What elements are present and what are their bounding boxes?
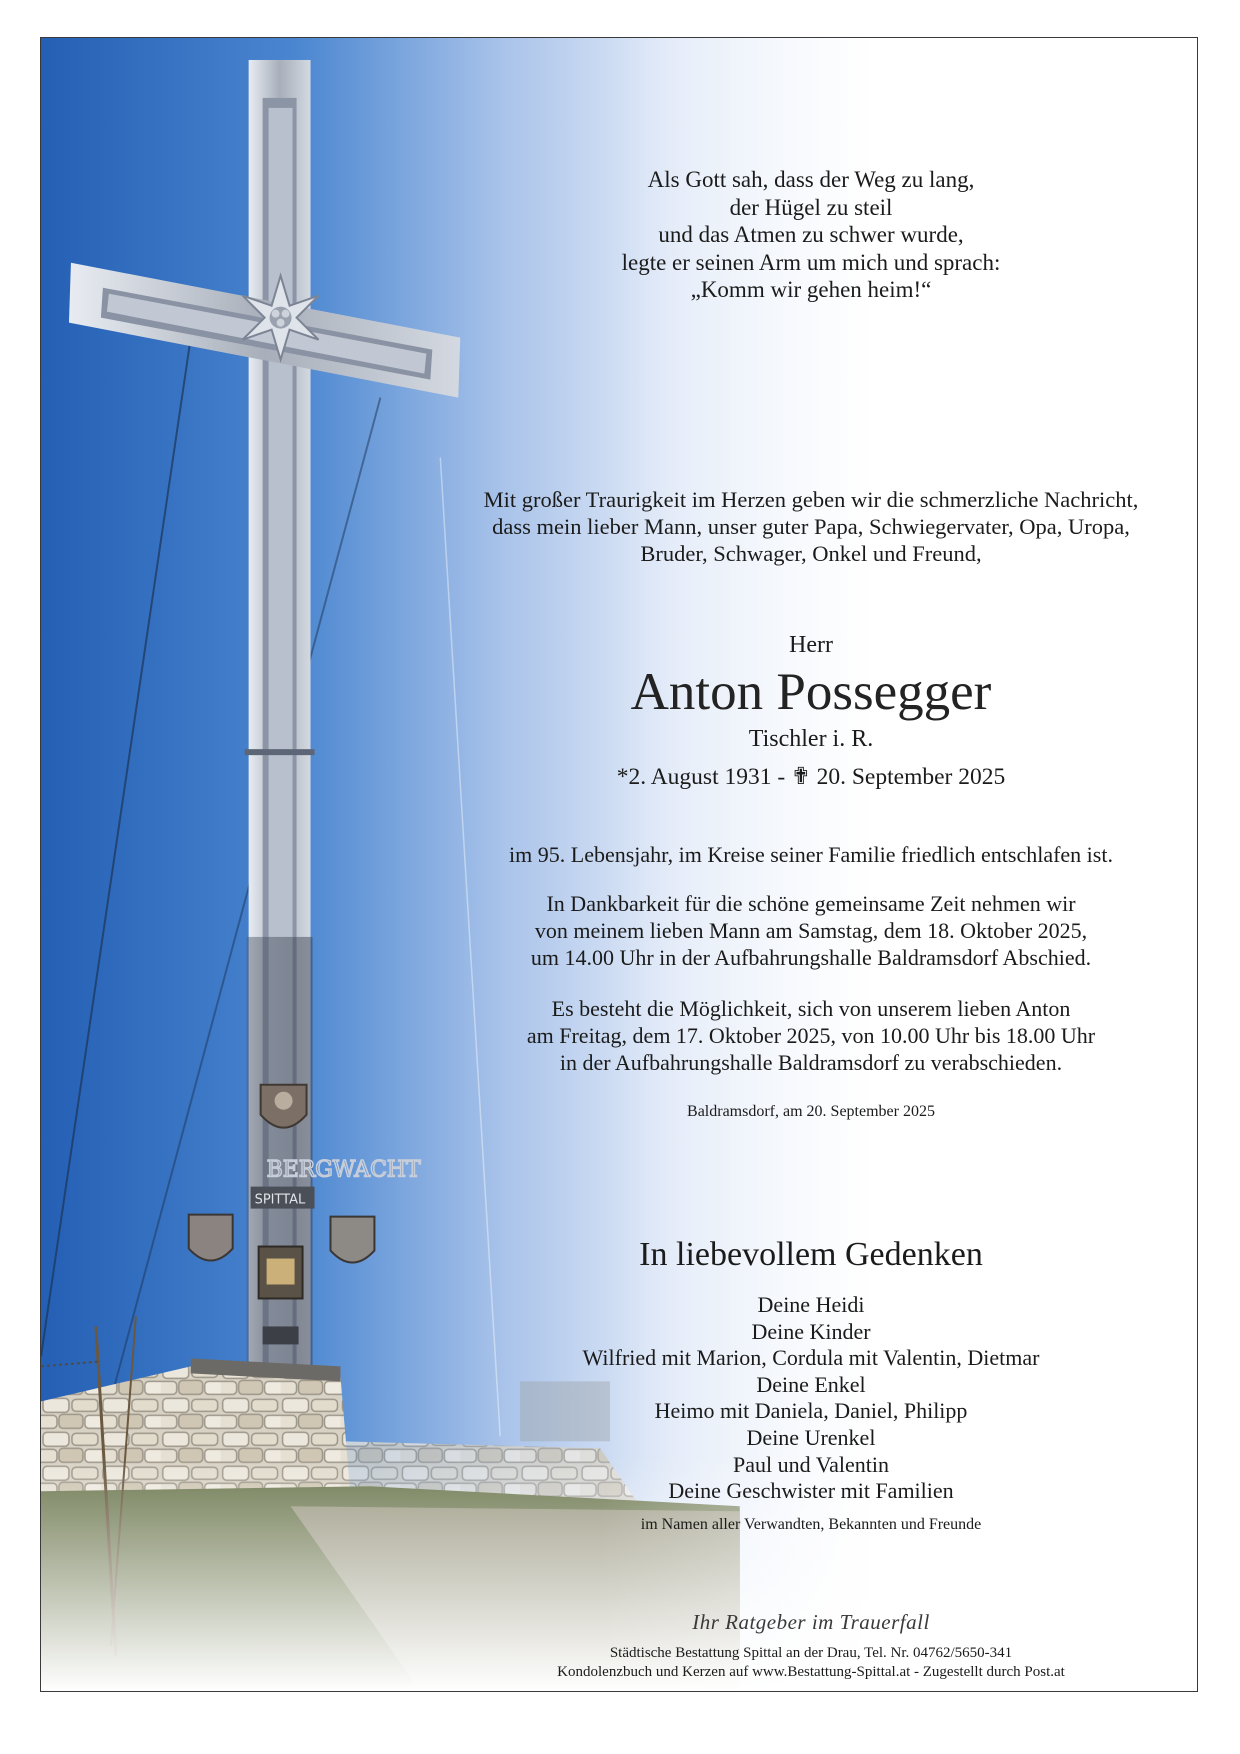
footer-website: Kondolenzbuch und Kerzen auf www.Bestattung-Spittal.at - Zugestellt durch Post.at [557, 1664, 1065, 1680]
poem-line: und das Atmen zu schwer wurde, [658, 222, 964, 247]
poem-line: „Komm wir gehen heim!“ [690, 277, 932, 302]
poem-line: legte er seinen Arm um mich und sprach: [621, 249, 1001, 275]
family-line: Deine Enkel [756, 1371, 866, 1397]
family-line: Heimo mit Daniela, Daniel, Philipp [654, 1398, 968, 1424]
family-line: Wilfried mit Marion, Cordula mit Valentin, Dietmar [582, 1345, 1040, 1371]
sign-spittal: SPITTAL [254, 1192, 306, 1208]
deceased-profession: Tischler i. R. [748, 726, 874, 752]
viewing-line: in der Aufbahrungshalle Baldramsdorf zu verabschieden. [559, 1050, 1063, 1075]
farewell-info [431, 890, 1191, 971]
relatives-note: im Namen aller Verwandten, Bekannten und Freunde [640, 1516, 982, 1533]
intro-line: Bruder, Schwager, Onkel und Freund, [640, 541, 982, 566]
intro-line: Mit großer Traurigkeit im Herzen geben wir die schmerzliche Nachricht, [483, 487, 1139, 512]
footer-contact: Städtische Bestattung Spittal an der Drau, Tel. Nr. 04762/5650-341 [609, 1645, 1013, 1661]
family-list [431, 1292, 1191, 1505]
poem-line: Als Gott sah, dass der Weg zu lang, [647, 167, 975, 192]
passed-away-text: im 95. Lebensjahr, im Kreise seiner Familie friedlich entschlafen ist. [509, 842, 1113, 867]
poem-line: der Hügel zu steil [729, 194, 893, 220]
family-line: Deine Geschwister mit Familien [668, 1478, 954, 1504]
viewing-line: Es besteht die Möglichkeit, sich von unserem lieben Anton [551, 996, 1071, 1021]
farewell-line: um 14.00 Uhr in der Aufbahrungshalle Baldramsdorf Abschied. [530, 945, 1092, 970]
memory-heading: In liebevollem Gedenken [639, 1236, 983, 1273]
salutation: Herr [789, 632, 833, 658]
poem [431, 166, 1191, 304]
farewell-line: In Dankbarkeit für die schöne gemeinsame Zeit nehmen wir [546, 891, 1076, 916]
viewing-line: am Freitag, dem 17. Oktober 2025, von 10.00 Uhr bis 18.00 Uhr [526, 1023, 1096, 1048]
farewell-line: von meinem lieben Mann am Samstag, dem 18. Oktober 2025, [534, 918, 1088, 943]
intro-line: dass mein lieber Mann, unser guter Papa, Schwiegervater, Opa, Uropa, [492, 514, 1130, 539]
announcement-intro [431, 486, 1191, 567]
place-and-date: Baldramsdorf, am 20. September 2025 [687, 1103, 935, 1120]
family-line: Paul und Valentin [732, 1451, 890, 1477]
family-line: Deine Heidi [757, 1292, 865, 1317]
deceased-name: Anton Possegger [630, 663, 992, 721]
viewing-info [431, 995, 1191, 1076]
sign-bergwacht: BERGWACHT [266, 1157, 421, 1183]
life-dates: *2. August 1931 - ✟ 20. September 2025 [616, 764, 1006, 790]
funeral-home-slogan: Ihr Ratgeber im Trauerfall [692, 1610, 930, 1634]
family-line: Deine Urenkel [746, 1424, 876, 1450]
funeral-home-footer [431, 1644, 1191, 1682]
obituary-card [40, 37, 1198, 1692]
family-line: Deine Kinder [751, 1318, 871, 1344]
